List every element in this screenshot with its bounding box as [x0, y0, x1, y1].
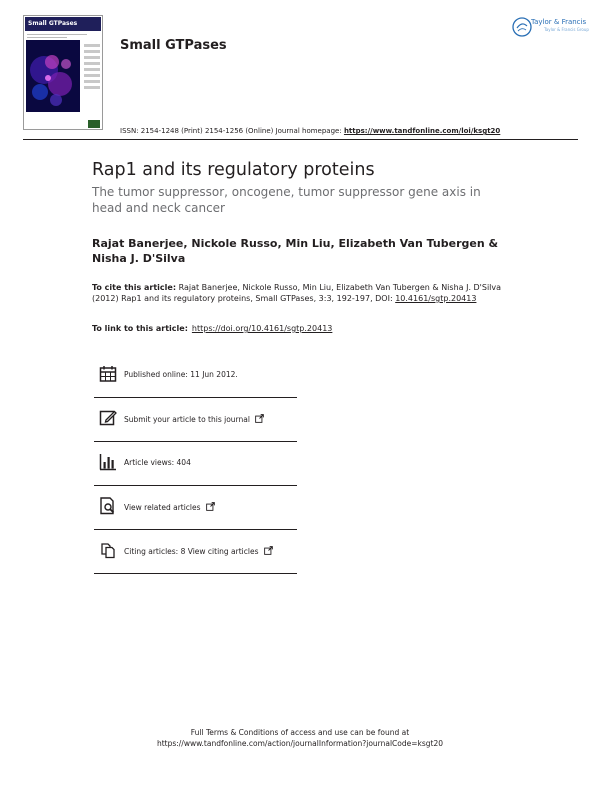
- cover-text-line: [84, 86, 100, 89]
- link-label: To link to this article:: [92, 324, 188, 333]
- bar-chart-icon: [99, 453, 117, 471]
- citation-label: To cite this article:: [92, 283, 177, 292]
- submit-article-text: Submit your article to this journal: [124, 415, 250, 424]
- publisher-name: Taylor & Francis: [531, 18, 587, 26]
- cover-text-line: [84, 44, 100, 47]
- cover-text-line: [84, 80, 100, 83]
- published-online-text: Published online: 11 Jun 2012.: [124, 370, 238, 379]
- copy-icon: [99, 541, 117, 559]
- header-divider: [23, 139, 578, 140]
- submit-article-row[interactable]: [94, 406, 297, 442]
- citing-articles-text: Citing articles: 8 View citing articles: [124, 547, 259, 556]
- related-articles-row[interactable]: [94, 494, 297, 530]
- related-articles-text: View related articles: [124, 503, 201, 512]
- cover-rule: [27, 37, 67, 38]
- external-link-icon: [206, 502, 215, 511]
- cover-title: Small GTPases: [25, 17, 101, 31]
- related-articles-link[interactable]: [124, 502, 215, 512]
- article-title: Rap1 and its regulatory proteins: [92, 160, 375, 180]
- cover-text-line: [84, 50, 100, 53]
- cover-text-line: [84, 56, 100, 59]
- cover-rule: [27, 34, 87, 35]
- issn-text: ISSN: 2154-1248 (Print) 2154-1256 (Online) Journal homepage:: [120, 127, 344, 135]
- footer-line-1: Full Terms & Conditions of access and use can be found at: [190, 728, 410, 737]
- cover-text-line: [84, 74, 100, 77]
- citing-articles-link[interactable]: [124, 546, 273, 556]
- article-doi-url[interactable]: https://doi.org/10.4161/sgtp.20413: [191, 324, 333, 333]
- cover-text-line: [84, 62, 100, 65]
- article-authors: Rajat Banerjee, Nickole Russo, Min Liu, Elizabeth Van Tubergen & Nisha J. D'Silva: [92, 237, 499, 265]
- terms-footer: [0, 727, 600, 749]
- article-views-row: [94, 450, 297, 486]
- journal-homepage-link[interactable]: https://www.tandfonline.com/loi/ksgt20: [343, 127, 501, 135]
- external-link-icon: [264, 546, 273, 555]
- cover-text-line: [84, 68, 100, 71]
- journal-name[interactable]: Small GTPases: [120, 38, 227, 53]
- search-document-icon: [99, 497, 117, 515]
- citation-block: [92, 282, 504, 304]
- cover-image: [26, 40, 80, 112]
- citation-text: Rajat Banerjee, Nickole Russo, Min Liu, Elizabeth Van Tubergen & Nisha J. D'Silva (2012) Rap1 and its regulatory proteins, Small GTPases, 3:3, 192-197, DOI:: [92, 283, 502, 303]
- publisher-tagline: Taylor & Francis Group: [544, 27, 589, 32]
- calendar-icon: [99, 365, 117, 383]
- citation-doi-link[interactable]: 10.4161/sgtp.20413: [395, 294, 477, 303]
- submit-article-link[interactable]: [124, 414, 264, 424]
- issn-line: [120, 127, 500, 135]
- citing-articles-row[interactable]: [94, 538, 297, 574]
- journal-cover-thumbnail: [23, 15, 103, 130]
- article-views-text: Article views: 404: [124, 458, 191, 467]
- article-subtitle: The tumor suppressor, oncogene, tumor suppressor gene axis in head and neck cancer: [92, 185, 481, 215]
- published-online-row: [94, 362, 297, 398]
- external-link-icon: [255, 414, 264, 423]
- footer-terms-link[interactable]: https://www.tandfonline.com/action/journalInformation?journalCode=ksgt20: [156, 739, 444, 748]
- edit-icon: [99, 409, 117, 427]
- cover-publisher-logo: [88, 120, 100, 128]
- article-link-block: [92, 324, 332, 333]
